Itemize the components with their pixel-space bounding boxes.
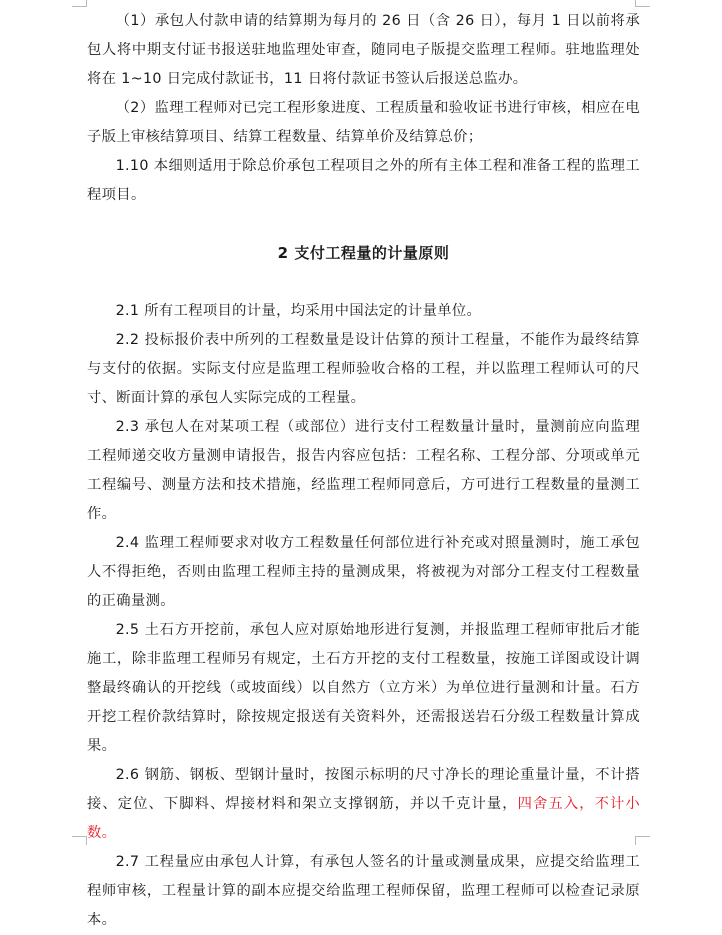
paragraph-payment-period: （1）承包人付款申请的结算期为每月的 26 日（含 26 日），每月 1 日以前将承包人将中期支付证书报送驻地监理处审查，随同电子版提交监理工程师。驻地监理处将在 1~10 日完成付款证书，11 日将付款证书签认后报送总监办。: [87, 13, 640, 87]
page-corner-mark: [72, 836, 87, 845]
paragraph-1-10: 1.10 本细则适用于除总价承包工程项目之外的所有主体工程和准备工程的监理工程项目。: [87, 158, 640, 203]
paragraph-2-6: [87, 761, 640, 848]
paragraph-2-4: 2.4 监理工程师要求对收方工程数量任何部位进行补充或对照量测时，施工承包人不得拒绝，否则由监理工程师主持的量测成果，将被视为对部分工程支付工程数量的正确量测。: [87, 535, 640, 609]
paragraph-2-6-text: 2.6 钢筋、钢板、型钢计量时，按图示标明的尺寸净长的理论重量计量，不计搭接、定位、下脚料、焊接材料和架立支撑钢筋，并以千克计量，: [87, 767, 640, 812]
paragraph-2-1: 2.1 所有工程项目的计量，均采用中国法定的计量单位。: [115, 303, 482, 319]
page-corner-mark: [635, 0, 650, 7]
highlighted-rounding-rule: 四舍五入，不计小数。: [87, 796, 640, 841]
paragraph-2-3: 2.3 承包人在对某项工程（或部位）进行支付工程数量计量时，量测前应向监理工程师递交收方量测申请报告，报告内容应包括：工程名称、工程分部、分项或单元工程编号、测量方法和技术措施，经监理工程师同意后，方可进行工程数量的量测工作。: [87, 419, 640, 522]
section-heading: 2 支付工程量的计量原则: [277, 244, 450, 262]
page-corner-mark: [72, 0, 87, 7]
paragraph-engineer-review: （2）监理工程师对已完工程形象进度、工程质量和验收证书进行审核，相应在电子版上审核结算项目、结算工程数量、结算单价及结算总价；: [87, 100, 640, 145]
document-body: [87, 7, 640, 935]
paragraph-2-2: 2.2 投标报价表中所列的工程数量是设计估算的预计工程量，不能作为最终结算与支付的依据。实际支付应是监理工程师验收合格的工程，并以监理工程师认可的尺寸、断面计算的承包人实际完成的工程量。: [87, 332, 640, 406]
paragraph-2-5: 2.5 土石方开挖前，承包人应对原始地形进行复测，并报监理工程师审批后才能施工，除非监理工程师另有规定，土石方开挖的支付工程数量，按施工详图或设计调整最终确认的开挖线（或坡面线）以自然方（立方米）为单位进行量测和计量。石方开挖工程价款结算时，除按规定报送有关资料外，还需报送岩石分级工程数量计算成果。: [87, 622, 640, 754]
paragraph-2-7: 2.7 工程量应由承包人计算，有承包人签名的计量或测量成果，应提交给监理工程师审核，工程量计算的副本应提交给监理工程师保留，监理工程师可以检查记录原本。: [87, 854, 640, 928]
